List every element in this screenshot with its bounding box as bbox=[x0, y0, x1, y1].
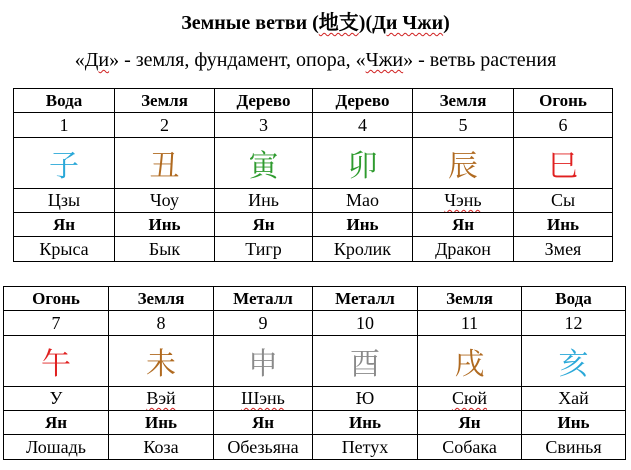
yinyang-cell: Инь bbox=[522, 411, 626, 435]
branch-name bbox=[14, 189, 115, 213]
branch-name bbox=[514, 189, 613, 213]
element-cell: Дерево bbox=[215, 89, 313, 113]
number-cell: 1 bbox=[14, 113, 115, 138]
name-row bbox=[4, 387, 626, 411]
number-cell: 3 bbox=[215, 113, 313, 138]
branch-name bbox=[215, 189, 313, 213]
subtitle-text-1: » - земля, фундамент, опора, « bbox=[109, 49, 366, 71]
animal-row bbox=[14, 237, 613, 262]
animal-row bbox=[4, 435, 626, 460]
number-cell: 7 bbox=[4, 311, 109, 336]
branch-name bbox=[418, 387, 522, 411]
number-cell: 8 bbox=[109, 311, 214, 336]
element-row bbox=[4, 287, 626, 311]
element-cell: Вода bbox=[14, 89, 115, 113]
branch-character: 申 bbox=[214, 336, 313, 387]
number-cell: 10 bbox=[313, 311, 418, 336]
branch-name-text: Хай bbox=[558, 388, 589, 408]
branch-name bbox=[313, 387, 418, 411]
yinyang-cell: Инь bbox=[115, 213, 215, 237]
branch-name bbox=[115, 189, 215, 213]
subtitle-word-di: Ди bbox=[84, 49, 110, 71]
animal-cell: Петух bbox=[313, 435, 418, 460]
animal-cell: Кролик bbox=[313, 237, 413, 262]
animal-cell: Обезьяна bbox=[214, 435, 313, 460]
animal-cell: Лошадь bbox=[4, 435, 109, 460]
yinyang-cell: Ян bbox=[413, 213, 514, 237]
yinyang-cell: Инь bbox=[313, 213, 413, 237]
subtitle-word-zhi: Чжи bbox=[365, 49, 404, 71]
branch-character: 子 bbox=[14, 138, 115, 189]
branch-name-text: Сы bbox=[550, 190, 576, 210]
animal-cell: Дракон bbox=[413, 237, 514, 262]
element-cell: Земля bbox=[115, 89, 215, 113]
name-row bbox=[14, 189, 613, 213]
branch-name bbox=[313, 189, 413, 213]
element-cell: Огонь bbox=[514, 89, 613, 113]
yinyang-cell: Ян bbox=[215, 213, 313, 237]
animal-cell: Собака bbox=[418, 435, 522, 460]
animal-cell: Крыса bbox=[14, 237, 115, 262]
branches-table-1 bbox=[13, 88, 613, 262]
element-cell: Металл bbox=[214, 287, 313, 311]
element-cell: Вода bbox=[522, 287, 626, 311]
yinyang-cell: Инь bbox=[313, 411, 418, 435]
element-row bbox=[14, 89, 613, 113]
branch-character: 戌 bbox=[418, 336, 522, 387]
animal-cell: Бык bbox=[115, 237, 215, 262]
branch-character: 亥 bbox=[522, 336, 626, 387]
yinyang-cell: Инь bbox=[514, 213, 613, 237]
branch-name bbox=[109, 387, 214, 411]
branch-name-text: Чоу bbox=[149, 190, 179, 210]
number-cell: 11 bbox=[418, 311, 522, 336]
number-cell: 4 bbox=[313, 113, 413, 138]
yinyang-cell: Ян bbox=[214, 411, 313, 435]
yinyang-cell: Ян bbox=[4, 411, 109, 435]
title-hanzi: 地支 bbox=[318, 12, 359, 34]
branch-character: 丑 bbox=[115, 138, 215, 189]
yinyang-cell: Ян bbox=[418, 411, 522, 435]
page-title bbox=[0, 10, 631, 36]
title-text-2: )( bbox=[358, 12, 373, 34]
branch-name-text: Вэй bbox=[146, 388, 176, 408]
element-cell: Земля bbox=[413, 89, 514, 113]
branch-character: 辰 bbox=[413, 138, 514, 189]
branch-name bbox=[413, 189, 514, 213]
branch-name-text: Чэнь bbox=[444, 190, 482, 210]
number-cell: 6 bbox=[514, 113, 613, 138]
title-text-3: ) bbox=[443, 12, 450, 34]
branch-character: 酉 bbox=[313, 336, 418, 387]
branch-character: 寅 bbox=[215, 138, 313, 189]
branch-name bbox=[522, 387, 626, 411]
branch-name bbox=[214, 387, 313, 411]
branch-name-text: Ю bbox=[355, 388, 375, 408]
branch-name-text: Сюй bbox=[451, 388, 488, 408]
branch-name bbox=[4, 387, 109, 411]
branch-character: 卯 bbox=[313, 138, 413, 189]
element-cell: Дерево bbox=[313, 89, 413, 113]
yinyang-cell: Ян bbox=[14, 213, 115, 237]
title-text-1: Земные ветви ( bbox=[181, 12, 319, 34]
number-cell: 5 bbox=[413, 113, 514, 138]
subtitle-open-quote: « bbox=[74, 49, 85, 71]
branch-name-text: Шэнь bbox=[241, 388, 285, 408]
title-pinyin: Ди Чжи bbox=[372, 12, 444, 34]
number-cell: 9 bbox=[214, 311, 313, 336]
branch-name-text: Инь bbox=[248, 190, 279, 210]
number-cell: 2 bbox=[115, 113, 215, 138]
element-cell: Металл bbox=[313, 287, 418, 311]
character-row bbox=[4, 336, 626, 387]
yinyang-cell: Инь bbox=[109, 411, 214, 435]
number-row bbox=[4, 311, 626, 336]
animal-cell: Змея bbox=[514, 237, 613, 262]
yinyang-row bbox=[14, 213, 613, 237]
branch-name-text: Мао bbox=[346, 190, 379, 210]
character-row bbox=[14, 138, 613, 189]
branch-name-text: Цзы bbox=[47, 190, 81, 210]
branch-character: 巳 bbox=[514, 138, 613, 189]
page-subtitle bbox=[0, 47, 631, 73]
number-cell: 12 bbox=[522, 311, 626, 336]
subtitle-text-2: » - ветвь растения bbox=[403, 49, 557, 71]
branches-table-2 bbox=[3, 286, 626, 460]
number-row bbox=[14, 113, 613, 138]
yinyang-row bbox=[4, 411, 626, 435]
branch-name-text: У bbox=[49, 388, 63, 408]
branch-character: 午 bbox=[4, 336, 109, 387]
element-cell: Земля bbox=[418, 287, 522, 311]
animal-cell: Тигр bbox=[215, 237, 313, 262]
element-cell: Огонь bbox=[4, 287, 109, 311]
element-cell: Земля bbox=[109, 287, 214, 311]
animal-cell: Свинья bbox=[522, 435, 626, 460]
animal-cell: Коза bbox=[109, 435, 214, 460]
branch-character: 未 bbox=[109, 336, 214, 387]
